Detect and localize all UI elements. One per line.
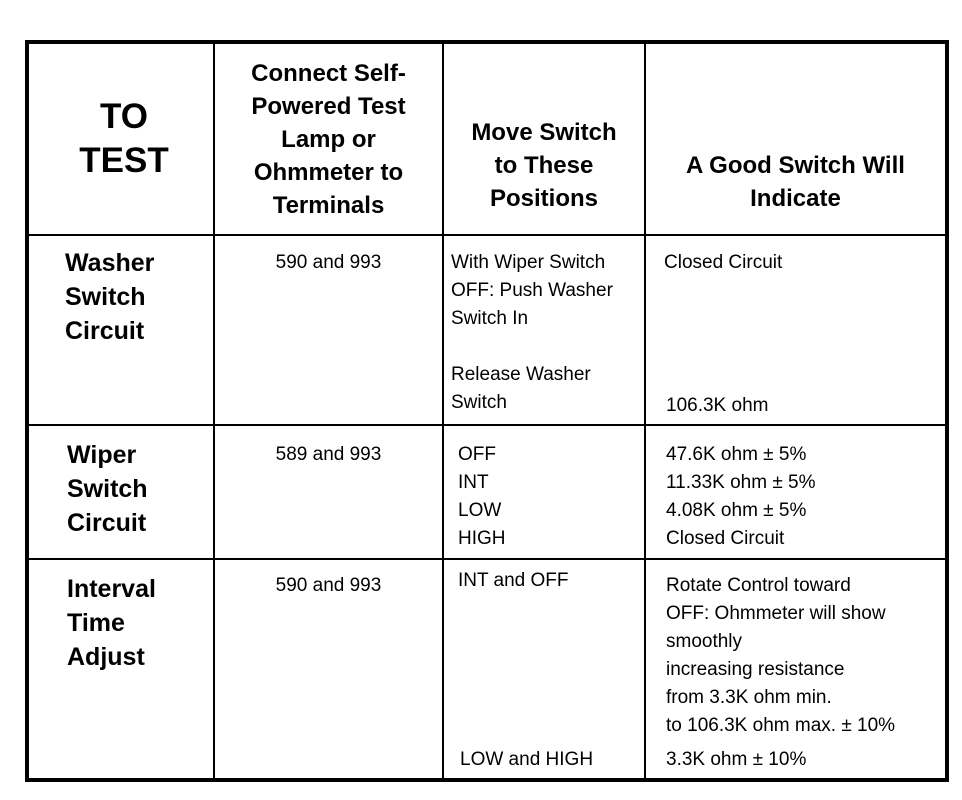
- row-test-line: Circuit: [65, 317, 145, 345]
- position-line: OFF: [458, 444, 496, 465]
- header-to-test-line: TEST: [79, 141, 169, 180]
- row-test-line: Time: [67, 609, 125, 637]
- header-connect-terminals: [215, 44, 442, 234]
- indicate-line: 106.3K ohm: [666, 395, 769, 416]
- row-test-line: Switch: [67, 475, 148, 503]
- row-test-line: Circuit: [67, 509, 147, 537]
- header-move-line: Move Switch: [471, 118, 617, 146]
- header-connect-line: Terminals: [272, 191, 385, 219]
- row-positions-wiper: [458, 441, 644, 553]
- position-line: INT: [458, 472, 489, 493]
- indicate-line: Closed Circuit: [664, 252, 783, 273]
- indicate-line: OFF: Ohmmeter will show: [666, 603, 886, 624]
- divider-row-2: [29, 558, 945, 560]
- header-move-switch: [444, 44, 644, 234]
- row-terminals-wiper: [215, 441, 442, 469]
- position-line: OFF: Push Washer: [451, 280, 613, 301]
- row-terminals-text: 589 and 993: [275, 444, 382, 465]
- header-connect-line: Ohmmeter to: [253, 158, 404, 186]
- indicate-line: to 106.3K ohm max. ± 10%: [666, 715, 896, 736]
- indicate-line: 3.3K ohm ± 10%: [666, 749, 807, 770]
- indicate-line: 4.08K ohm ± 5%: [666, 500, 807, 521]
- row-test-wiper: [31, 438, 213, 540]
- row-positions-interval-low-high: [460, 746, 644, 774]
- indicate-line: Rotate Control toward: [666, 575, 851, 596]
- position-line: Switch In: [451, 308, 529, 329]
- row-test-line: Wiper: [67, 441, 137, 469]
- divider-header: [29, 234, 945, 236]
- position-line: Switch: [451, 392, 507, 413]
- indicate-line: from 3.3K ohm min.: [666, 687, 832, 708]
- position-line: LOW: [458, 500, 502, 521]
- header-move-line: Positions: [489, 184, 598, 212]
- row-terminals-interval: [215, 572, 442, 600]
- indicate-line: 47.6K ohm ± 5%: [666, 444, 807, 465]
- header-good-switch: [646, 44, 945, 234]
- header-indicate-line: A Good Switch Will: [686, 152, 905, 179]
- switch-test-table: [25, 40, 949, 782]
- row-indicate-wiper: [666, 441, 946, 553]
- row-test-washer: [29, 246, 213, 348]
- position-line: Release Washer: [451, 364, 591, 385]
- header-indicate-line: Indicate: [750, 185, 841, 212]
- indicate-line: increasing resistance: [666, 659, 845, 680]
- row-indicate-interval-low-high: [666, 746, 948, 774]
- indicate-line: smoothly: [666, 631, 743, 652]
- divider-row-1: [29, 424, 945, 426]
- row-indicate-interval: [666, 572, 948, 740]
- header-move-line: to These: [494, 151, 594, 179]
- header-to-test-line: TO: [100, 97, 148, 136]
- row-test-line: Interval: [67, 575, 156, 603]
- position-line: With Wiper Switch: [451, 252, 606, 273]
- row-terminals-washer: [215, 249, 442, 277]
- row-terminals-text: 590 and 993: [275, 575, 382, 596]
- row-test-line: Adjust: [67, 643, 145, 671]
- spacer: [451, 333, 644, 361]
- row-terminals-text: 590 and 993: [275, 252, 382, 273]
- position-line: HIGH: [458, 528, 506, 549]
- row-indicate-washer: [664, 249, 944, 277]
- position-line: INT and OFF: [458, 570, 569, 591]
- header-to-test: [29, 44, 213, 234]
- row-test-line: Switch: [65, 283, 146, 311]
- position-line: LOW and HIGH: [460, 749, 594, 770]
- row-positions-interval: [458, 567, 644, 595]
- header-connect-line: Connect Self-: [251, 59, 406, 87]
- row-test-line: Washer: [65, 249, 155, 277]
- header-connect-line: Powered Test: [251, 92, 406, 120]
- indicate-line: Closed Circuit: [666, 528, 785, 549]
- indicate-line: 11.33K ohm ± 5%: [666, 472, 816, 493]
- header-connect-line: Lamp or: [281, 125, 376, 153]
- row-indicate-washer-release: [666, 392, 946, 420]
- row-test-interval: [31, 572, 213, 674]
- row-positions-washer: [451, 249, 644, 417]
